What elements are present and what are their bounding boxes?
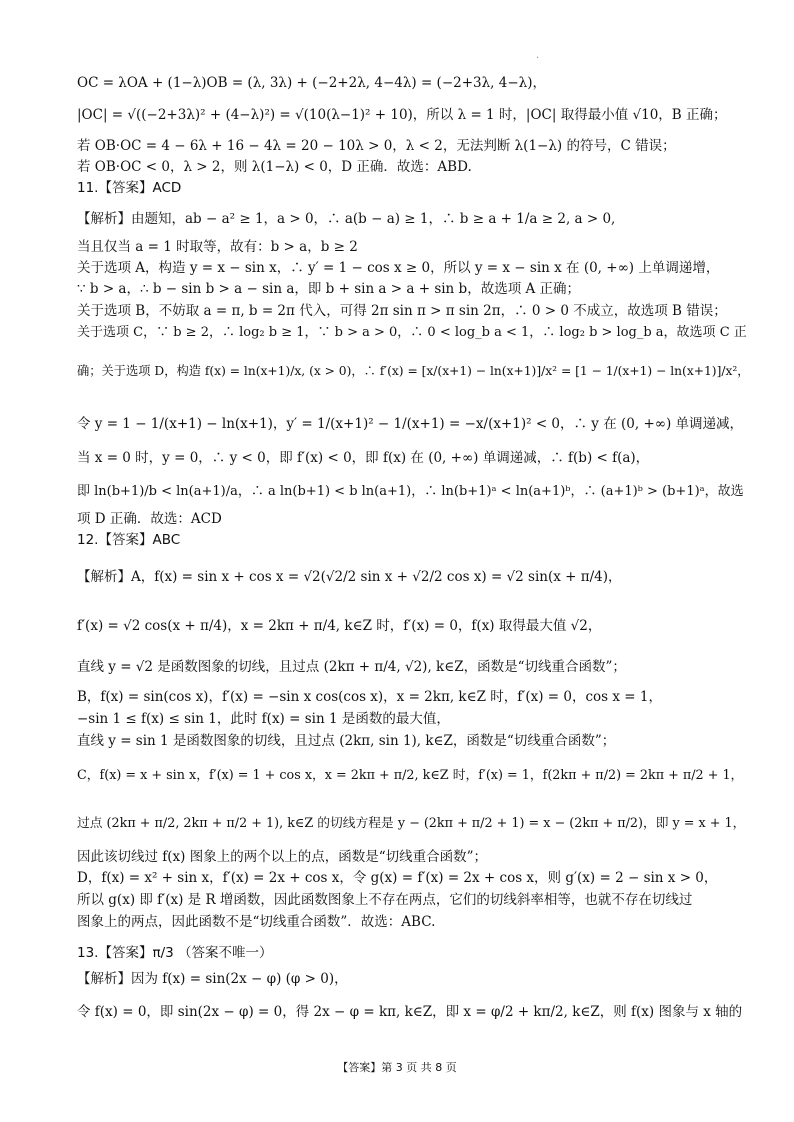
text-line: 过点 (2kπ + π/2, 2kπ + π/2 + 1), k∈Z 的切线方程是 y − (2kπ + π/2 + 1) = x − (2kπ + π/2)，即 y = x + 1， [77, 816, 746, 831]
text-line: 图象上的两点，因此函数不是“切线重合函数”．故选：ABC. [77, 914, 436, 930]
text-line: |OC| = √((−2+3λ)² + (4−λ)²) = √(10(λ−1)² + 10)，所以 λ = 1 时，|OC| 取得最小值 √10，B 正确； [77, 107, 727, 123]
text-line: 所以 g(x) 即 f′(x) 是 R 增函数，因此函数图象上不存在两点，它们的切线斜率相等，也就不存在切线过 [77, 892, 693, 908]
text-line: 【解析】A，f(x) = sin x + cos x = √2(√2/2 sin x + √2/2 cos x) = √2 sin(x + π/4)， [77, 569, 622, 585]
text-line: 项 D 正确．故选：ACD [77, 511, 222, 527]
page-mark: . [536, 50, 540, 61]
text-line: D，f(x) = x² + sin x，f′(x) = 2x + cos x，令 g(x) = f′(x) = 2x + cos x，则 g′(x) = 2 − sin x > 0， [77, 870, 718, 886]
text-line: C，f(x) = x + sin x，f′(x) = 1 + cos x，x = 2kπ + π/2, k∈Z 时，f′(x) = 1，f(2kπ + π/2) = 2kπ + π/2 + 1， [77, 768, 744, 783]
text-line: −sin 1 ≤ f(x) ≤ sin 1，此时 f(x) = sin 1 是函数的最大值， [77, 711, 450, 727]
question-11-answer: 11.【答案】ACD [77, 180, 182, 196]
text-line: 关于选项 C，∵ b ≥ 2，∴ log₂ b ≥ 1，∵ b > a > 0，∴ 0 < log_b a < 1，∴ log₂ b > log_b a，故选项 C 正 [77, 325, 747, 340]
text-line: 当且仅当 a = 1 时取等，故有：b > a，b ≥ 2 [77, 239, 358, 255]
text-line: f′(x) = √2 cos(x + π/4)，x = 2kπ + π/4, k∈Z 时，f′(x) = 0，f(x) 取得最大值 √2， [77, 618, 602, 634]
text-line: 即 ln(b+1)/b < ln(a+1)/a，∴ a ln(b+1) < b ln(a+1)，∴ ln(b+1)ᵃ < ln(a+1)ᵇ，∴ (a+1)ᵇ > (b+1)ᵃ，故选 [77, 484, 744, 499]
text-line: 若 OB·OC = 4 − 6λ + 16 − 4λ = 20 − 10λ > 0，λ < 2，无法判断 λ(1−λ) 的符号，C 错误； [77, 138, 676, 154]
text-line: 直线 y = √2 是函数图象的切线，且过点 (2kπ + π/4, √2), k∈Z，函数是“切线重合函数”； [77, 659, 626, 675]
text-line: 关于选项 A，构造 y = x − sin x，∴ y′ = 1 − cos x ≥ 0，所以 y = x − sin x 在 (0, +∞) 上单调递增， [77, 260, 720, 276]
text-line: 【解析】由题知，ab − a² ≥ 1，a > 0，∴ a(b − a) ≥ 1，∴ b ≥ a + 1/a ≥ 2, a > 0, [77, 211, 616, 227]
text-line: 令 f(x) = 0，即 sin(2x − φ) = 0，得 2x − φ = kπ, k∈Z，即 x = φ/2 + kπ/2, k∈Z，则 f(x) 图象与 x 轴的 [77, 1004, 743, 1020]
text-line: 关于选项 B，不妨取 a = π, b = 2π 代入，可得 2π sin π > π sin 2π，∴ 0 > 0 不成立，故选项 B 错误； [77, 303, 727, 319]
text-line: 令 y = 1 − 1/(x+1) − ln(x+1)，y′ = 1/(x+1)² − 1/(x+1) = −x/(x+1)² < 0，∴ y 在 (0, +∞) 单调递减， [77, 416, 744, 432]
text-line: 确；关于选项 D，构造 f(x) = ln(x+1)/x, (x > 0)，∴ f′(x) = [x/(x+1) − ln(x+1)]/x² = [1 − 1/(x+1) − ln(x+1)]/x²， [77, 364, 750, 378]
text-line: 当 x = 0 时，y = 0，∴ y < 0，即 f′(x) < 0，即 f(x) 在 (0, +∞) 单调递减，∴ f(b) < f(a)， [77, 450, 650, 466]
text-line: 若 OB·OC < 0，λ > 2，则 λ(1−λ) < 0，D 正确．故选：ABD. [77, 159, 472, 175]
text-line: ∵ b > a，∴ b − sin b > a − sin a，即 b + sin a > a + sin b，故选项 A 正确； [77, 281, 581, 297]
question-13-answer: 13.【答案】π/3 （答案不唯一） [77, 945, 273, 961]
text-line: OC = λOA + (1−λ)OB = (λ, 3λ) + (−2+2λ, 4−4λ) = (−2+3λ, 4−λ)， [77, 75, 546, 91]
text-line: 直线 y = sin 1 是函数图象的切线，且过点 (2kπ, sin 1), k∈Z，函数是“切线重合函数”； [77, 733, 616, 749]
page-footer: 【答案】第 3 页 共 8 页 [337, 1061, 457, 1074]
question-12-answer: 12.【答案】ABC [77, 532, 181, 548]
text-line: B，f(x) = sin(cos x)，f′(x) = −sin x cos(cos x)，x = 2kπ, k∈Z 时，f′(x) = 0，cos x = 1， [77, 689, 662, 705]
text-line: 【解析】因为 f(x) = sin(2x − φ) (φ > 0)， [77, 971, 348, 987]
text-line: 因此该切线过 f(x) 图象上的两个以上的点，函数是“切线重合函数”； [77, 849, 488, 865]
